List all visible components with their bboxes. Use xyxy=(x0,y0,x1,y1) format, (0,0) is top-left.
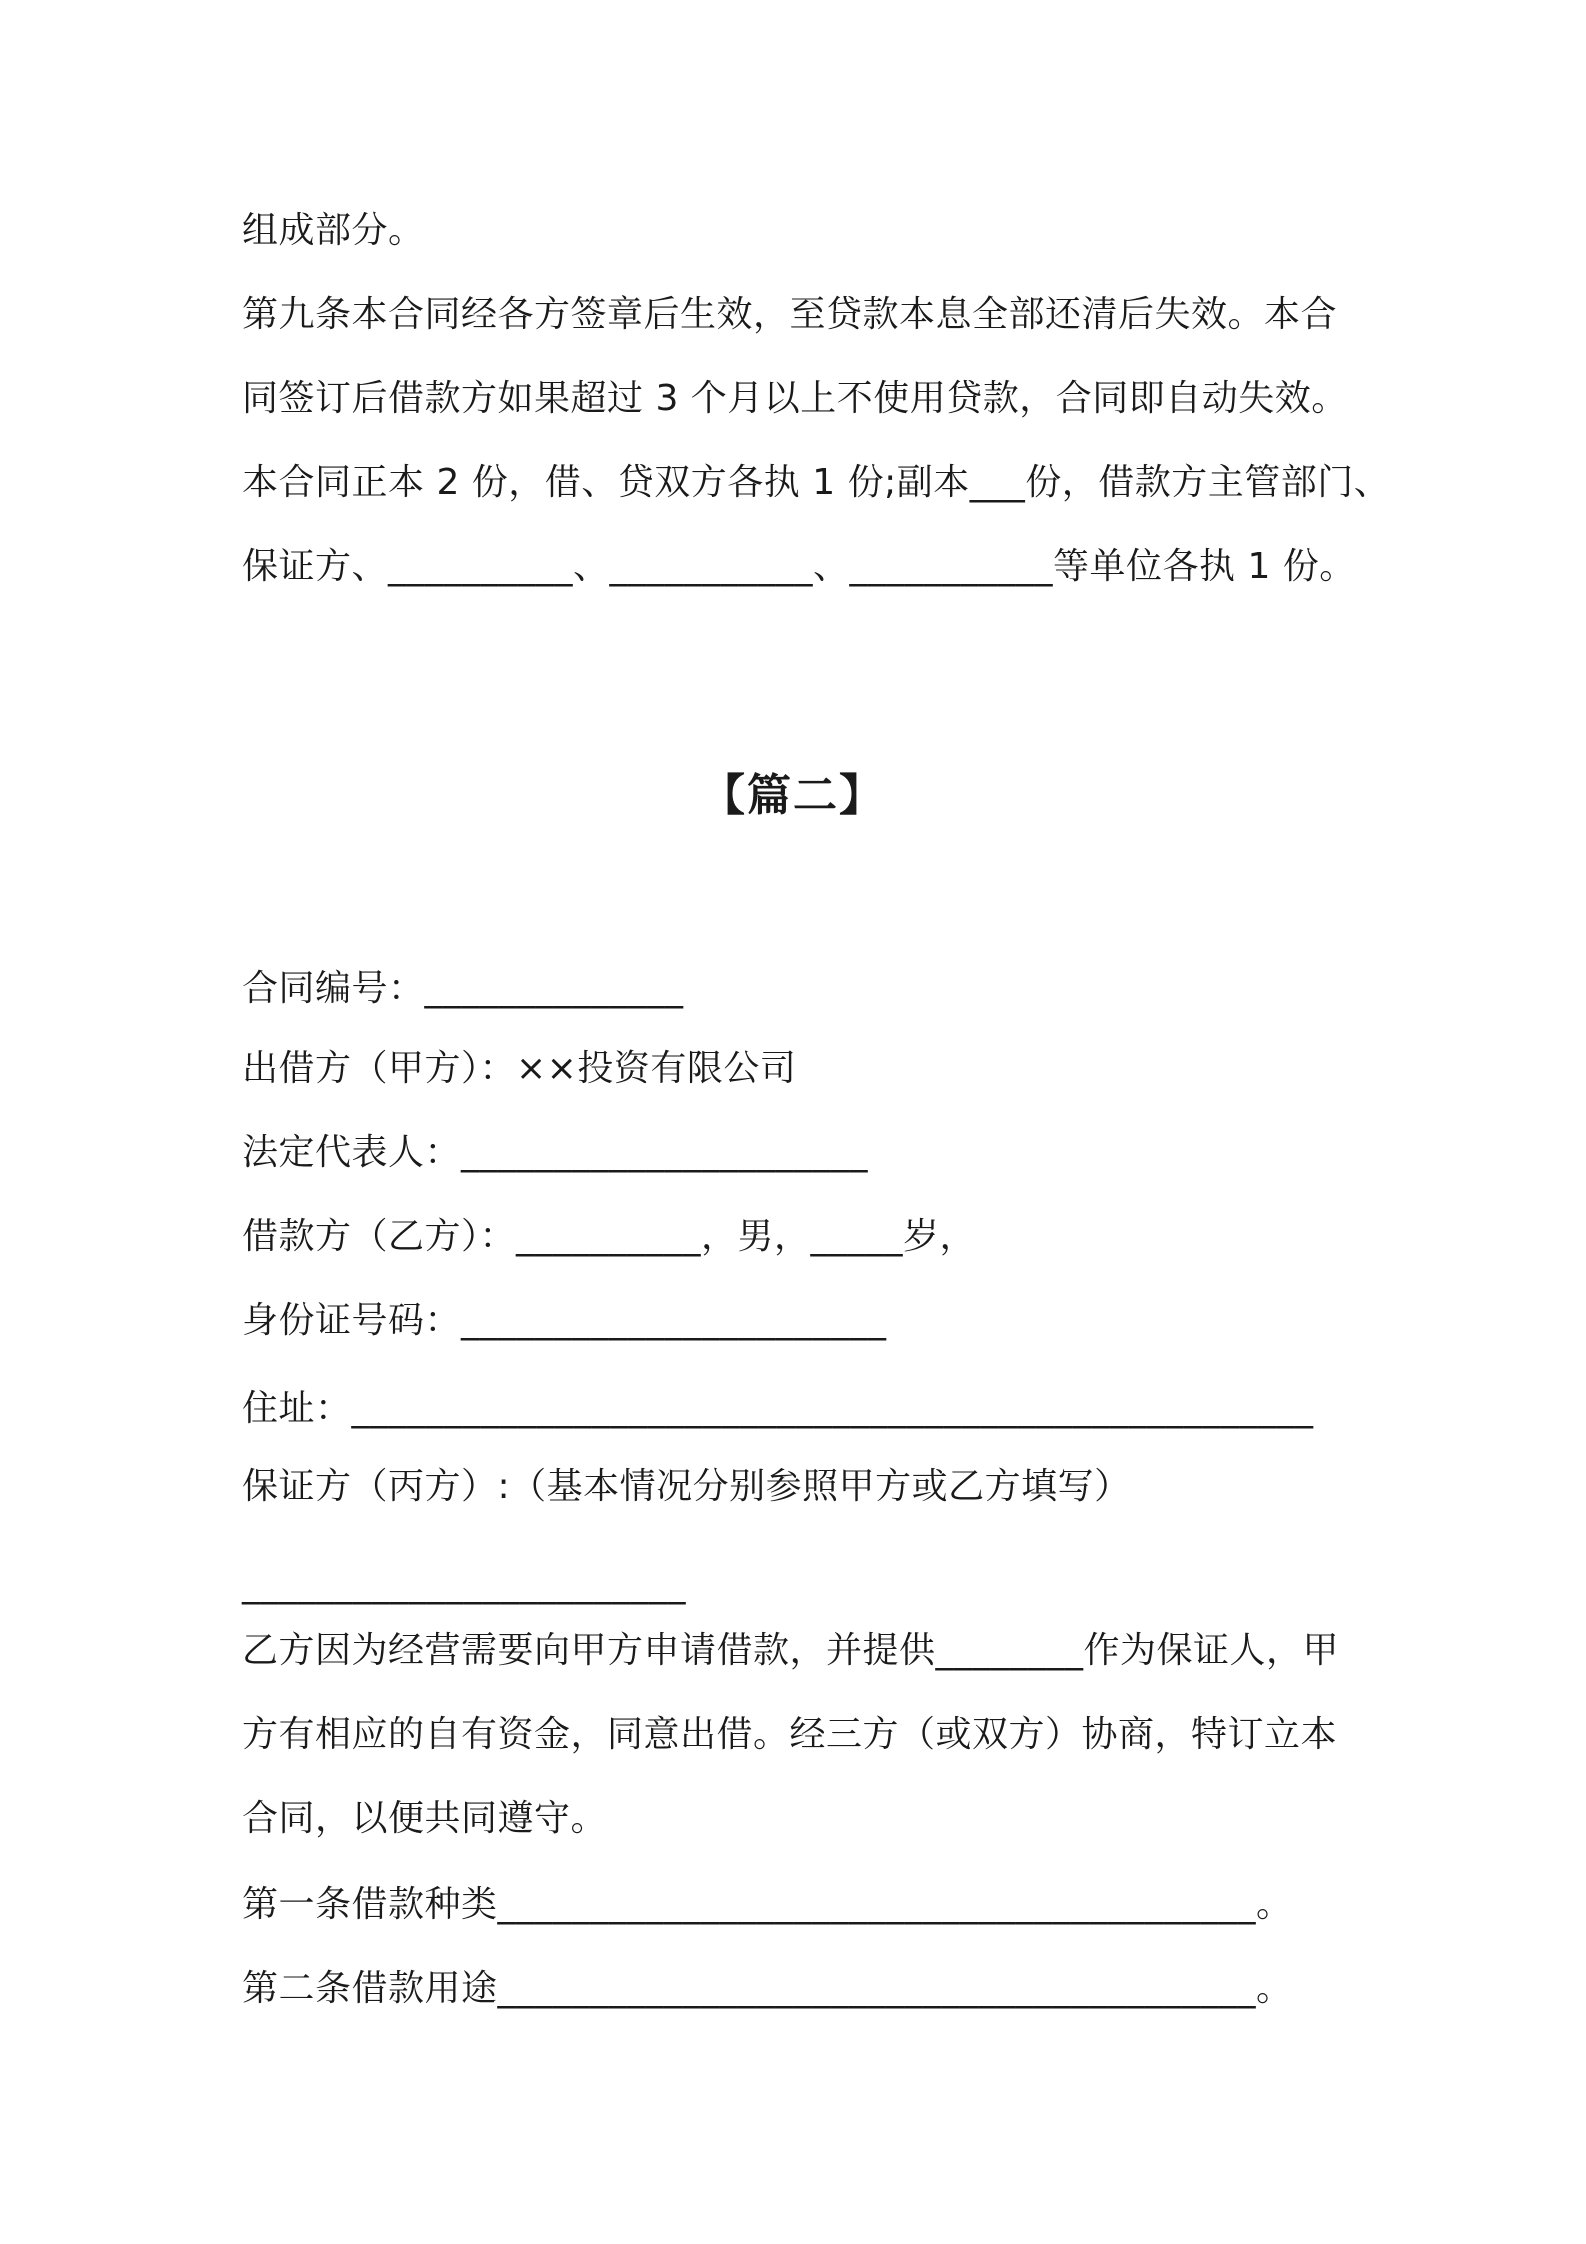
article-nine-line-2: 同签订后借款方如果超过 3 个月以上不使用贷款，合同即自动失效。 xyxy=(242,378,1348,419)
intro-line-1: 乙方因为经营需要向甲方申请借款，并提供________作为保证人，甲 xyxy=(242,1630,1340,1671)
legal-representative-field: 法定代表人：______________________ xyxy=(242,1132,869,1173)
guarantor-blank: ________________________ xyxy=(242,1564,686,1605)
intro-line-2: 方有相应的自有资金，同意出借。经三方（或双方）协商，特订立本 xyxy=(242,1714,1338,1755)
section-title: 【篇二】 xyxy=(701,770,885,821)
article-two-line: 第二条借款用途_________________________________________。 xyxy=(242,1968,1293,2009)
id-number-field: 身份证号码：_______________________ xyxy=(242,1300,887,1341)
guarantor-field: 保证方（丙方）:（基本情况分别参照甲方或乙方填写） xyxy=(242,1466,1131,1507)
lender-field: 出借方（甲方）：××投资有限公司 xyxy=(242,1048,797,1089)
article-nine-line-1: 第九条本合同经各方签章后生效，至贷款本息全部还清后失效。本合 xyxy=(242,294,1338,335)
article-one-line: 第一条借款种类_________________________________________。 xyxy=(242,1884,1293,1925)
article-nine-line-4: 保证方、__________、___________、___________等单位各执 1 份。 xyxy=(242,546,1356,587)
intro-line-3: 合同，以便共同遵守。 xyxy=(242,1798,608,1839)
text-line: 组成部分。 xyxy=(242,210,425,251)
article-nine-line-3: 本合同正本 2 份，借、贷双方各执 1 份;副本___份，借款方主管部门、 xyxy=(242,462,1391,503)
borrower-field: 借款方（乙方）：__________，男，_____岁， xyxy=(242,1216,977,1257)
contract-number-field: 合同编号：______________ xyxy=(242,968,684,1009)
address-field: 住址：____________________________________________________ xyxy=(242,1388,1314,1429)
